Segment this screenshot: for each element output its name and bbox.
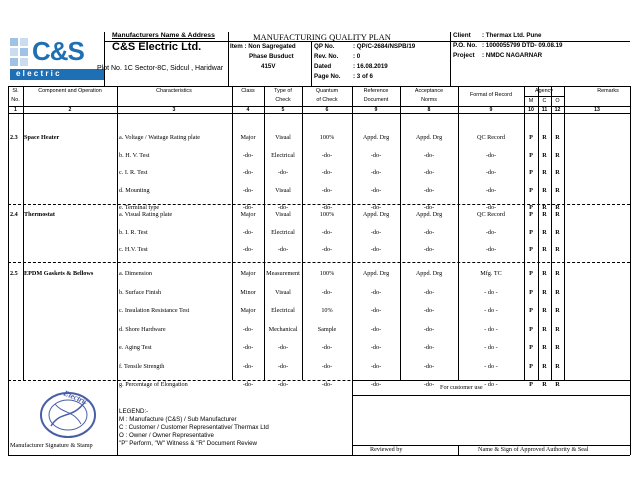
row-ref: -do- bbox=[370, 307, 382, 314]
row-class: -do- bbox=[242, 344, 254, 351]
column-header-m: M bbox=[528, 98, 534, 104]
row-ref: Appd. Drg bbox=[362, 270, 390, 277]
section-component: Thermostat bbox=[24, 211, 55, 218]
row-format: -do- bbox=[485, 246, 497, 253]
column-header-characteristics: Characteristics bbox=[156, 88, 192, 94]
row-ref: Appd. Drg bbox=[362, 134, 390, 141]
row-format: - do - bbox=[484, 288, 498, 296]
row-agency-o: R bbox=[555, 211, 560, 218]
row-format: -do- bbox=[485, 204, 497, 211]
row-characteristic: c. H.V. Test bbox=[119, 246, 148, 253]
column-number: 11 bbox=[541, 107, 548, 113]
row-format: QC Record bbox=[476, 134, 505, 141]
column-number: 8 bbox=[427, 107, 431, 113]
row-type: -do- bbox=[277, 204, 289, 211]
row-quantum: 10% bbox=[321, 307, 333, 314]
row-ref: -do- bbox=[370, 204, 382, 211]
column-header-type2: Check bbox=[275, 97, 291, 103]
manufacturer-address: Plot No. 1C Sector-8C, Sidcul , Haridwar bbox=[97, 65, 224, 72]
row-agency-c: R bbox=[542, 151, 547, 159]
plan-title: MANUFACTURING QUALITY PLAN bbox=[253, 32, 391, 42]
qp-label: Rev. No. bbox=[314, 53, 339, 60]
row-format: -do- bbox=[485, 186, 497, 194]
row-format: -do- bbox=[485, 151, 497, 159]
qp-value: : 3 of 6 bbox=[353, 73, 373, 80]
column-number: 3 bbox=[172, 107, 176, 113]
section-component: Space Heater bbox=[24, 134, 60, 141]
item-label: Item : Non Sagregated bbox=[230, 43, 296, 50]
reviewed-by-label: Reviewed by bbox=[370, 446, 403, 453]
column-number: 9 bbox=[489, 107, 493, 113]
logo-text: C&S bbox=[32, 36, 84, 66]
row-class: -do- bbox=[242, 228, 254, 236]
row-characteristic: c. I. R. Test bbox=[119, 169, 148, 176]
column-header-class: Class bbox=[241, 88, 255, 94]
row-agency-m: P bbox=[529, 325, 533, 333]
row-quantum: -do- bbox=[321, 246, 333, 253]
column-number: 12 bbox=[554, 107, 561, 113]
column-number: 1 bbox=[14, 107, 17, 113]
row-acc: -do- bbox=[423, 169, 435, 176]
client-label: Project bbox=[453, 52, 475, 59]
row-type: -do- bbox=[277, 362, 289, 370]
column-header-acc2: Norms bbox=[421, 97, 437, 103]
column-number: 5 bbox=[281, 107, 285, 113]
column-header-ref2: Document bbox=[363, 97, 389, 103]
row-agency-o: R bbox=[555, 204, 560, 211]
row-quantum: -do- bbox=[321, 288, 333, 296]
row-characteristic: a. Voltage / Wattage Rating plate bbox=[119, 134, 200, 141]
client-value: : NMDC NAGARNAR bbox=[482, 52, 543, 59]
column-number: 2 bbox=[68, 107, 72, 113]
row-characteristic: b. Surface Finish bbox=[119, 288, 162, 296]
logo-subtext: e l e c t r i c bbox=[16, 69, 60, 78]
row-type: Measurement bbox=[266, 270, 300, 277]
section-number: 2.5 bbox=[10, 270, 18, 277]
row-quantum: 100% bbox=[319, 134, 335, 141]
row-agency-o: R bbox=[555, 151, 560, 159]
row-format: - do - bbox=[484, 381, 498, 388]
row-characteristic: f. Tensile Strength bbox=[119, 362, 165, 370]
qp-value: : 0 bbox=[353, 53, 361, 60]
row-type: Visual bbox=[275, 288, 291, 296]
row-agency-c: R bbox=[542, 307, 547, 314]
item-line3: 415V bbox=[261, 63, 276, 70]
row-format: -do- bbox=[485, 169, 497, 176]
row-type: -do- bbox=[277, 381, 289, 388]
legend-line: LEGEND:- bbox=[119, 408, 149, 415]
manufacturer-heading: Manufacturers Name & Address bbox=[112, 32, 215, 39]
row-class: -do- bbox=[242, 325, 254, 333]
row-characteristic: a. Visual Rating plate bbox=[119, 211, 173, 218]
row-agency-m: P bbox=[529, 288, 533, 296]
row-ref: -do- bbox=[370, 169, 382, 176]
row-acc: -do- bbox=[423, 307, 435, 314]
row-agency-c: R bbox=[542, 246, 547, 253]
row-agency-m: P bbox=[529, 381, 533, 388]
row-type: -do- bbox=[277, 246, 289, 253]
row-agency-o: R bbox=[555, 288, 560, 296]
column-header-type1: Type of bbox=[274, 88, 292, 94]
row-characteristic: b. H. V. Test bbox=[119, 151, 150, 159]
row-ref: -do- bbox=[370, 228, 382, 236]
row-class: -do- bbox=[242, 204, 254, 211]
row-ref: -do- bbox=[370, 344, 382, 351]
row-quantum: 100% bbox=[319, 270, 335, 277]
row-type: Electrical bbox=[271, 307, 295, 314]
row-agency-c: R bbox=[542, 325, 547, 333]
approved-authority-label: Name & Sign of Approved Authority & Seal bbox=[478, 446, 589, 453]
legend-line: C : Customer / Customer Representative/ Thermax Ltd bbox=[119, 424, 269, 431]
column-number: 13 bbox=[594, 107, 600, 113]
row-quantum: 100% bbox=[319, 211, 335, 218]
column-header-sl: Sl. bbox=[12, 88, 19, 94]
row-agency-c: R bbox=[542, 134, 547, 141]
row-format: Mfg. TC bbox=[480, 270, 502, 277]
row-acc: Appd. Drg bbox=[415, 134, 443, 141]
qp-label: Page No. bbox=[314, 73, 341, 80]
row-acc: -do- bbox=[423, 186, 435, 194]
row-ref: -do- bbox=[370, 246, 382, 253]
row-type: -do- bbox=[277, 169, 289, 176]
row-ref: -do- bbox=[370, 186, 382, 194]
column-header-remarks: Remarks bbox=[597, 88, 619, 94]
row-acc: -do- bbox=[423, 228, 435, 236]
row-agency-m: P bbox=[529, 151, 533, 159]
row-class: Minor bbox=[240, 288, 256, 296]
row-type: -do- bbox=[277, 344, 289, 351]
row-class: -do- bbox=[242, 151, 254, 159]
row-agency-c: R bbox=[542, 270, 547, 277]
row-format: - do - bbox=[484, 307, 498, 314]
row-agency-o: R bbox=[555, 186, 560, 194]
row-agency-m: P bbox=[529, 186, 533, 194]
row-agency-c: R bbox=[542, 288, 547, 296]
row-characteristic: b. I. R. Test bbox=[119, 228, 148, 236]
row-agency-m: P bbox=[529, 270, 533, 277]
row-acc: -do- bbox=[423, 325, 435, 333]
qp-value: : 16.08.2019 bbox=[353, 63, 388, 70]
row-agency-c: R bbox=[542, 344, 547, 351]
qp-value: : QP/C-2684/NSPB/19 bbox=[353, 43, 416, 50]
row-class: -do- bbox=[242, 246, 254, 253]
column-header-ref1: Reference bbox=[363, 88, 389, 94]
row-quantum: -do- bbox=[321, 362, 333, 370]
row-agency-m: P bbox=[529, 246, 533, 253]
row-class: -do- bbox=[242, 169, 254, 176]
row-characteristic: a. Dimension bbox=[119, 270, 152, 277]
row-agency-m: P bbox=[529, 211, 533, 218]
column-number: 9 bbox=[374, 107, 378, 113]
row-ref: -do- bbox=[370, 362, 382, 370]
company-stamp bbox=[37, 390, 99, 440]
row-class: -do- bbox=[242, 381, 254, 388]
row-agency-c: R bbox=[542, 228, 547, 236]
row-agency-o: R bbox=[555, 270, 560, 277]
column-header-agency: Agency bbox=[535, 88, 553, 94]
row-agency-m: P bbox=[529, 204, 533, 211]
row-quantum: -do- bbox=[321, 344, 333, 351]
manufacturer-signature-label: Manufacturer Signature & Stamp bbox=[10, 442, 93, 449]
row-class: Major bbox=[240, 134, 256, 141]
item-line2: Phase Busduct bbox=[249, 53, 294, 60]
row-agency-m: P bbox=[529, 228, 533, 236]
row-agency-c: R bbox=[542, 362, 547, 370]
row-characteristic: e. Aging Test bbox=[119, 344, 152, 351]
row-agency-c: R bbox=[542, 186, 547, 194]
legend-line: M : Manufacture (C&S) / Sub Manufacturer bbox=[119, 416, 237, 423]
row-type: Electrical bbox=[271, 228, 295, 236]
row-type: Visual bbox=[275, 211, 291, 218]
customer-use-label: For customer use bbox=[440, 384, 483, 391]
row-quantum: -do- bbox=[321, 169, 333, 176]
row-agency-c: R bbox=[542, 381, 547, 388]
row-agency-o: R bbox=[555, 169, 560, 176]
section-number: 2.3 bbox=[10, 134, 18, 141]
column-number: 10 bbox=[528, 107, 534, 113]
row-agency-o: R bbox=[555, 344, 560, 351]
row-agency-o: R bbox=[555, 381, 560, 388]
qp-label: Dated bbox=[314, 63, 332, 70]
row-type: Mechanical bbox=[268, 325, 298, 333]
row-acc: -do- bbox=[423, 151, 435, 159]
row-agency-o: R bbox=[555, 134, 560, 141]
row-agency-m: P bbox=[529, 307, 533, 314]
row-acc: -do- bbox=[423, 246, 435, 253]
row-acc: -do- bbox=[423, 288, 435, 296]
row-format: - do - bbox=[484, 344, 498, 351]
row-type: Visual bbox=[275, 186, 291, 194]
row-agency-c: R bbox=[542, 211, 547, 218]
client-value: : Thermax Ltd. Pune bbox=[482, 32, 542, 39]
row-ref: -do- bbox=[370, 288, 382, 296]
row-acc: -do- bbox=[423, 381, 435, 388]
row-type: Visual bbox=[275, 134, 291, 141]
manufacturer-name: C&S Electric Ltd. bbox=[112, 41, 202, 53]
row-quantum: -do- bbox=[321, 204, 333, 211]
row-format: -do- bbox=[485, 228, 497, 236]
row-agency-m: P bbox=[529, 169, 533, 176]
row-agency-o: R bbox=[555, 362, 560, 370]
row-format: QC Record bbox=[476, 211, 505, 218]
row-acc: -do- bbox=[423, 344, 435, 351]
row-class: Major bbox=[240, 270, 256, 277]
row-quantum: -do- bbox=[321, 228, 333, 236]
row-acc: Appd. Drg bbox=[415, 270, 443, 277]
column-header-quantum1: Quantum bbox=[315, 88, 339, 94]
row-class: -do- bbox=[242, 186, 254, 194]
row-agency-o: R bbox=[555, 325, 560, 333]
row-acc: -do- bbox=[423, 204, 435, 211]
row-format: - do - bbox=[484, 325, 498, 333]
section-component: EPDM Gaskets & Bellows bbox=[24, 270, 94, 277]
row-acc: -do- bbox=[423, 362, 435, 370]
legend-line: O : Owner / Owner Representative bbox=[119, 432, 214, 439]
row-characteristic: d. Shore Hardware bbox=[119, 325, 166, 333]
column-header-acc1: Acceptance bbox=[414, 88, 444, 94]
legend-line: "P" Perform, "W" Witness & "R" Document Review bbox=[119, 440, 257, 447]
row-agency-o: R bbox=[555, 307, 560, 314]
row-agency-m: P bbox=[529, 344, 533, 351]
row-quantum: -do- bbox=[321, 381, 333, 388]
row-ref: -do- bbox=[370, 381, 382, 388]
client-label: Client bbox=[453, 32, 471, 39]
client-value: : 1000055799 DTD- 09.08.19 bbox=[482, 42, 563, 49]
row-characteristic: d. Mounting bbox=[119, 186, 150, 194]
column-header-quantum2: of Check bbox=[316, 97, 338, 103]
row-quantum: -do- bbox=[321, 186, 333, 194]
row-characteristic: g. Percentage of Elongation bbox=[119, 381, 188, 388]
column-header-format: Format of Record bbox=[470, 92, 512, 98]
row-type: Electrical bbox=[271, 151, 295, 159]
row-agency-c: R bbox=[542, 169, 547, 176]
column-number: 6 bbox=[325, 107, 329, 113]
row-agency-o: R bbox=[555, 246, 560, 253]
row-class: -do- bbox=[242, 362, 254, 370]
row-characteristic: c. Insulation Resistance Test bbox=[119, 307, 190, 314]
column-header-o: O bbox=[555, 98, 560, 104]
stamp-text: Electric bbox=[62, 388, 90, 407]
row-agency-o: R bbox=[555, 228, 560, 236]
column-number: 4 bbox=[246, 107, 250, 113]
row-acc: Appd. Drg bbox=[415, 211, 443, 218]
row-quantum: -do- bbox=[321, 151, 333, 159]
row-class: Major bbox=[240, 211, 256, 218]
row-ref: -do- bbox=[370, 325, 382, 333]
row-agency-m: P bbox=[529, 362, 533, 370]
row-characteristic: e. Terminal type bbox=[119, 204, 160, 211]
qp-label: QP No. bbox=[314, 43, 335, 50]
column-header-c: C bbox=[542, 98, 547, 104]
row-quantum: Sample bbox=[317, 325, 337, 333]
row-ref: Appd. Drg bbox=[362, 211, 390, 218]
row-ref: -do- bbox=[370, 151, 382, 159]
column-header-no: No. bbox=[11, 97, 20, 103]
row-class: Major bbox=[240, 307, 256, 314]
client-label: P.O. No. bbox=[453, 42, 478, 49]
row-format: - do - bbox=[484, 362, 498, 370]
row-agency-c: R bbox=[542, 204, 547, 211]
column-header-component: Component and Operation bbox=[38, 88, 102, 94]
section-number: 2.4 bbox=[10, 211, 18, 218]
row-agency-m: P bbox=[529, 134, 533, 141]
